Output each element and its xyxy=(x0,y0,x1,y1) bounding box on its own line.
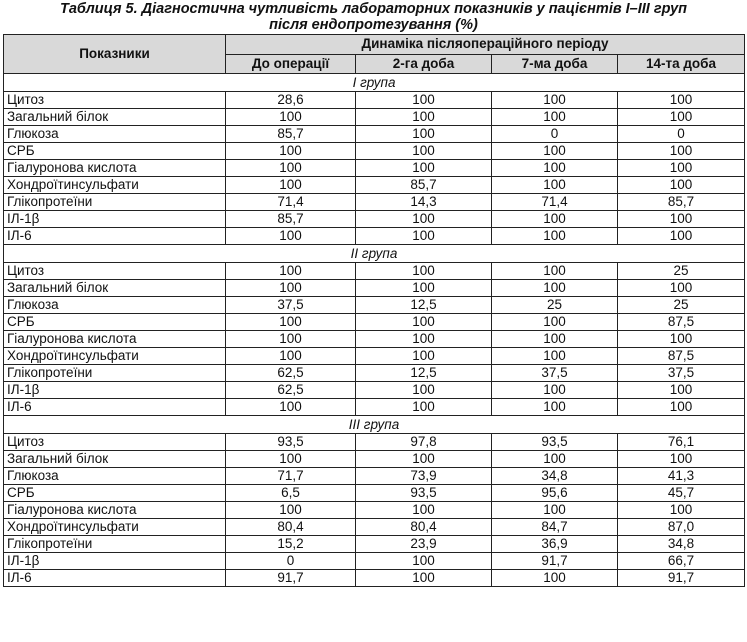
value-cell: 100 xyxy=(226,228,356,245)
table-row xyxy=(4,280,745,297)
table-body xyxy=(4,74,745,587)
value-cell: 85,7 xyxy=(618,194,745,211)
value-cell: 100 xyxy=(492,177,618,194)
value-cell: 100 xyxy=(492,331,618,348)
indicator-label: СРБ xyxy=(4,314,226,331)
value-cell: 15,2 xyxy=(226,536,356,553)
value-cell: 100 xyxy=(618,109,745,126)
table-row xyxy=(4,399,745,416)
table-row xyxy=(4,570,745,587)
value-cell: 100 xyxy=(356,211,492,228)
value-cell: 100 xyxy=(356,502,492,519)
value-cell: 100 xyxy=(492,109,618,126)
table-row xyxy=(4,468,745,485)
value-cell: 97,8 xyxy=(356,434,492,451)
indicator-label: Загальний білок xyxy=(4,280,226,297)
value-cell: 71,4 xyxy=(492,194,618,211)
value-cell: 100 xyxy=(356,314,492,331)
column-header: 14-та доба xyxy=(618,54,745,74)
group-title: І група xyxy=(4,74,745,92)
indicator-label: Загальний білок xyxy=(4,109,226,126)
value-cell: 14,3 xyxy=(356,194,492,211)
value-cell: 100 xyxy=(356,126,492,143)
indicator-label: Гіалуронова кислота xyxy=(4,331,226,348)
indicator-label: Гіалуронова кислота xyxy=(4,160,226,177)
value-cell: 100 xyxy=(618,228,745,245)
value-cell: 100 xyxy=(492,348,618,365)
value-cell: 100 xyxy=(226,502,356,519)
column-header: До операції xyxy=(226,54,356,74)
value-cell: 100 xyxy=(618,331,745,348)
value-cell: 80,4 xyxy=(226,519,356,536)
table-row xyxy=(4,194,745,211)
value-cell: 100 xyxy=(618,160,745,177)
value-cell: 100 xyxy=(356,92,492,109)
table-row xyxy=(4,160,745,177)
value-cell: 37,5 xyxy=(492,365,618,382)
value-cell: 100 xyxy=(226,331,356,348)
value-cell: 100 xyxy=(226,160,356,177)
indicator-label: Цитоз xyxy=(4,434,226,451)
column-header: 2-га доба xyxy=(356,54,492,74)
value-cell: 100 xyxy=(492,263,618,280)
value-cell: 100 xyxy=(618,143,745,160)
value-cell: 37,5 xyxy=(226,297,356,314)
value-cell: 100 xyxy=(226,177,356,194)
value-cell: 100 xyxy=(492,211,618,228)
value-cell: 93,5 xyxy=(356,485,492,502)
indicator-label: ІЛ-1β xyxy=(4,382,226,399)
value-cell: 62,5 xyxy=(226,365,356,382)
value-cell: 100 xyxy=(492,570,618,587)
value-cell: 85,7 xyxy=(226,126,356,143)
value-cell: 100 xyxy=(492,382,618,399)
indicator-label: ІЛ-1β xyxy=(4,211,226,228)
table-caption xyxy=(0,0,747,34)
indicator-label: Глюкоза xyxy=(4,297,226,314)
table-header xyxy=(4,35,745,74)
value-cell: 100 xyxy=(356,451,492,468)
value-cell: 100 xyxy=(618,382,745,399)
value-cell: 73,9 xyxy=(356,468,492,485)
value-cell: 95,6 xyxy=(492,485,618,502)
table-row xyxy=(4,536,745,553)
table-row xyxy=(4,348,745,365)
value-cell: 36,9 xyxy=(492,536,618,553)
value-cell: 93,5 xyxy=(226,434,356,451)
table-row xyxy=(4,92,745,109)
table-row xyxy=(4,263,745,280)
table-row xyxy=(4,126,745,143)
value-cell: 25 xyxy=(618,297,745,314)
value-cell: 100 xyxy=(492,451,618,468)
table-row xyxy=(4,519,745,536)
value-cell: 100 xyxy=(226,280,356,297)
value-cell: 87,5 xyxy=(618,348,745,365)
value-cell: 71,4 xyxy=(226,194,356,211)
indicator-label: СРБ xyxy=(4,485,226,502)
value-cell: 100 xyxy=(618,211,745,228)
table-row xyxy=(4,211,745,228)
table-row xyxy=(4,177,745,194)
indicator-label: Цитоз xyxy=(4,92,226,109)
value-cell: 25 xyxy=(618,263,745,280)
value-cell: 100 xyxy=(492,280,618,297)
value-cell: 100 xyxy=(356,143,492,160)
value-cell: 0 xyxy=(618,126,745,143)
indicator-label: ІЛ-6 xyxy=(4,399,226,416)
value-cell: 100 xyxy=(492,160,618,177)
value-cell: 34,8 xyxy=(618,536,745,553)
indicator-label: Глікопротеїни xyxy=(4,365,226,382)
indicators-header: Показники xyxy=(4,35,226,74)
value-cell: 100 xyxy=(356,331,492,348)
value-cell: 100 xyxy=(618,177,745,194)
table-row xyxy=(4,297,745,314)
value-cell: 100 xyxy=(356,109,492,126)
indicator-label: Хондроїтинсульфати xyxy=(4,177,226,194)
table-row xyxy=(4,143,745,160)
value-cell: 100 xyxy=(618,399,745,416)
column-header: 7-ма доба xyxy=(492,54,618,74)
value-cell: 100 xyxy=(356,280,492,297)
value-cell: 100 xyxy=(356,399,492,416)
value-cell: 100 xyxy=(492,399,618,416)
group-title: ІІІ група xyxy=(4,416,745,434)
table-row xyxy=(4,434,745,451)
table-row xyxy=(4,365,745,382)
value-cell: 85,7 xyxy=(356,177,492,194)
indicator-label: ІЛ-6 xyxy=(4,570,226,587)
indicator-label: Цитоз xyxy=(4,263,226,280)
table-row xyxy=(4,502,745,519)
value-cell: 100 xyxy=(356,382,492,399)
value-cell: 45,7 xyxy=(618,485,745,502)
value-cell: 100 xyxy=(356,553,492,570)
dynamics-header: Динаміка післяопераційного періоду xyxy=(226,35,745,55)
value-cell: 84,7 xyxy=(492,519,618,536)
value-cell: 93,5 xyxy=(492,434,618,451)
caption-line-1: Таблиця 5. Діагностична чутливість лабораторних показників у пацієнтів І–ІІІ груп xyxy=(60,1,687,17)
value-cell: 100 xyxy=(226,143,356,160)
value-cell: 100 xyxy=(226,451,356,468)
table-row xyxy=(4,228,745,245)
value-cell: 66,7 xyxy=(618,553,745,570)
indicator-label: Глікопротеїни xyxy=(4,536,226,553)
value-cell: 100 xyxy=(356,160,492,177)
table-row xyxy=(4,109,745,126)
value-cell: 100 xyxy=(618,451,745,468)
indicator-label: Хондроїтинсульфати xyxy=(4,519,226,536)
value-cell: 80,4 xyxy=(356,519,492,536)
value-cell: 100 xyxy=(492,228,618,245)
value-cell: 87,5 xyxy=(618,314,745,331)
indicator-label: Хондроїтинсульфати xyxy=(4,348,226,365)
value-cell: 62,5 xyxy=(226,382,356,399)
group-row xyxy=(4,74,745,92)
value-cell: 41,3 xyxy=(618,468,745,485)
table-row xyxy=(4,451,745,468)
value-cell: 12,5 xyxy=(356,297,492,314)
value-cell: 100 xyxy=(356,263,492,280)
value-cell: 100 xyxy=(356,228,492,245)
value-cell: 91,7 xyxy=(226,570,356,587)
value-cell: 23,9 xyxy=(356,536,492,553)
value-cell: 100 xyxy=(492,143,618,160)
caption-line-2: після ендопротезування (%) xyxy=(269,17,478,33)
indicator-label: Загальний білок xyxy=(4,451,226,468)
value-cell: 91,7 xyxy=(618,570,745,587)
value-cell: 100 xyxy=(356,570,492,587)
value-cell: 100 xyxy=(226,314,356,331)
value-cell: 76,1 xyxy=(618,434,745,451)
group-row xyxy=(4,245,745,263)
value-cell: 100 xyxy=(492,502,618,519)
value-cell: 91,7 xyxy=(492,553,618,570)
value-cell: 25 xyxy=(492,297,618,314)
value-cell: 100 xyxy=(618,92,745,109)
value-cell: 87,0 xyxy=(618,519,745,536)
indicator-label: Глюкоза xyxy=(4,126,226,143)
value-cell: 100 xyxy=(226,399,356,416)
value-cell: 100 xyxy=(618,280,745,297)
value-cell: 6,5 xyxy=(226,485,356,502)
table-row xyxy=(4,331,745,348)
indicator-label: ІЛ-6 xyxy=(4,228,226,245)
indicator-label: Глікопротеїни xyxy=(4,194,226,211)
value-cell: 100 xyxy=(226,348,356,365)
value-cell: 100 xyxy=(226,109,356,126)
value-cell: 37,5 xyxy=(618,365,745,382)
value-cell: 100 xyxy=(356,348,492,365)
value-cell: 12,5 xyxy=(356,365,492,382)
group-row xyxy=(4,416,745,434)
value-cell: 34,8 xyxy=(492,468,618,485)
value-cell: 71,7 xyxy=(226,468,356,485)
value-cell: 0 xyxy=(226,553,356,570)
table-row xyxy=(4,553,745,570)
indicator-label: Гіалуронова кислота xyxy=(4,502,226,519)
table-row xyxy=(4,485,745,502)
value-cell: 100 xyxy=(492,314,618,331)
sensitivity-table xyxy=(3,34,745,587)
value-cell: 100 xyxy=(618,502,745,519)
group-title: ІІ група xyxy=(4,245,745,263)
value-cell: 85,7 xyxy=(226,211,356,228)
value-cell: 28,6 xyxy=(226,92,356,109)
indicator-label: ІЛ-1β xyxy=(4,553,226,570)
indicator-label: СРБ xyxy=(4,143,226,160)
value-cell: 100 xyxy=(492,92,618,109)
value-cell: 0 xyxy=(492,126,618,143)
table-row xyxy=(4,314,745,331)
value-cell: 100 xyxy=(226,263,356,280)
table-row xyxy=(4,382,745,399)
indicator-label: Глюкоза xyxy=(4,468,226,485)
